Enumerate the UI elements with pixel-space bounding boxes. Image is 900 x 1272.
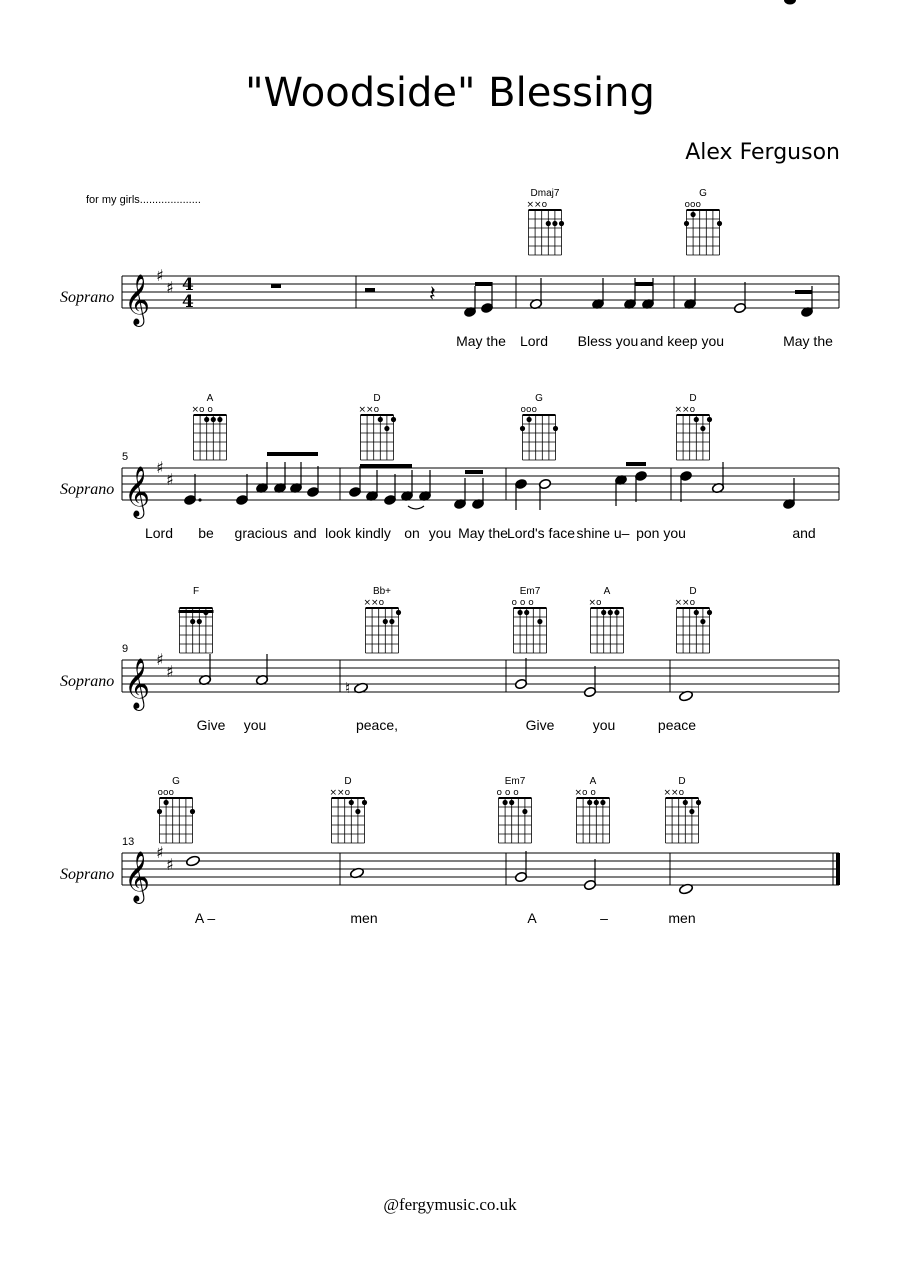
finger-dot xyxy=(389,619,394,624)
chord-diagram xyxy=(359,393,397,460)
chord-diagram xyxy=(684,188,722,255)
chord-name: Em7 xyxy=(504,776,526,787)
beam-pair xyxy=(475,282,492,286)
chord-name: D xyxy=(678,776,686,787)
chord-string-markers: ooo xyxy=(684,200,702,210)
chord-diagram xyxy=(675,586,713,653)
finger-dot xyxy=(378,417,383,422)
chord-string-markers: ×o o xyxy=(191,405,213,415)
chord-diagram xyxy=(575,776,610,843)
finger-dot xyxy=(217,417,222,422)
note xyxy=(345,679,368,697)
chord-name: D xyxy=(344,776,352,787)
lyric-syllable: May the xyxy=(458,525,508,541)
finger-dot xyxy=(717,221,722,226)
note xyxy=(514,658,527,690)
sharp-c: ♯ xyxy=(166,855,174,874)
beam-pair xyxy=(465,470,483,474)
finger-dot xyxy=(396,610,401,615)
notehead xyxy=(785,0,796,4)
composer-name: Alex Ferguson xyxy=(685,140,840,165)
finger-dot xyxy=(594,800,599,805)
chord-string-markers: ×o xyxy=(588,598,602,608)
lyric-syllable: pon you xyxy=(636,525,686,541)
chord-name: D xyxy=(373,393,381,404)
note xyxy=(400,470,413,502)
sharp-c: ♯ xyxy=(166,470,174,489)
note xyxy=(480,282,493,314)
finger-dot xyxy=(537,619,542,624)
sharp-f: ♯ xyxy=(156,266,164,285)
staff-system xyxy=(60,643,839,711)
lyric-syllable: kindly xyxy=(355,525,391,541)
note xyxy=(183,474,201,506)
footer-website: @fergymusic.co.uk xyxy=(383,1195,517,1214)
finger-dot xyxy=(691,212,696,217)
note xyxy=(289,462,302,494)
chord-string-markers: ××o xyxy=(526,200,548,210)
chord-string-markers: ××o xyxy=(329,788,351,798)
finger-dot xyxy=(552,221,557,226)
note xyxy=(634,470,647,502)
chord-diagram xyxy=(664,776,702,843)
finger-dot xyxy=(694,417,699,422)
lyric-syllable: Bless you xyxy=(577,333,639,349)
lyric-syllable: look xyxy=(325,525,351,541)
sharp-f: ♯ xyxy=(156,650,164,669)
finger-dot xyxy=(696,800,701,805)
sharp-f: ♯ xyxy=(156,843,164,862)
note xyxy=(365,470,378,502)
lyric-syllable: peace xyxy=(657,717,697,733)
lyric-syllable: men xyxy=(350,910,378,926)
chord-name: F xyxy=(192,586,200,597)
note xyxy=(785,0,796,4)
notehead xyxy=(186,855,201,867)
chord-name: Dmaj7 xyxy=(530,188,560,199)
finger-dot xyxy=(553,426,558,431)
beam-pair xyxy=(795,290,812,294)
note xyxy=(198,654,211,686)
lyric-syllable: peace, xyxy=(355,717,399,733)
beam-group xyxy=(267,452,318,456)
note xyxy=(583,859,596,891)
instrument-label: Soprano xyxy=(60,481,115,498)
treble-clef: 𝄞 xyxy=(124,274,151,325)
note xyxy=(463,286,476,318)
finger-dot xyxy=(203,610,208,615)
chord-string-markers: ooo xyxy=(157,788,175,798)
chord-diagram xyxy=(497,776,532,843)
finger-dot xyxy=(587,800,592,805)
staff-system xyxy=(60,266,839,327)
treble-clef: 𝄞 xyxy=(124,658,151,709)
lyric-syllable: Lord xyxy=(519,333,549,349)
lyric-syllable: be xyxy=(198,525,214,541)
beam-pair xyxy=(626,462,646,466)
note xyxy=(255,462,268,494)
note xyxy=(679,470,692,502)
lyric-syllable: May the xyxy=(783,333,833,349)
lyric-syllable: you xyxy=(243,717,267,733)
lyric-syllable: Give xyxy=(525,717,555,733)
note xyxy=(186,855,201,867)
note xyxy=(782,478,795,510)
lyric-syllable: on xyxy=(404,525,420,541)
finger-dot xyxy=(509,800,514,805)
finger-dot xyxy=(689,809,694,814)
finger-dot xyxy=(608,610,613,615)
lyric-syllable: and keep you xyxy=(639,333,725,349)
finger-dot xyxy=(700,619,705,624)
finger-dot xyxy=(384,426,389,431)
finger-dot xyxy=(700,426,705,431)
final-barline-thick xyxy=(836,853,840,885)
finger-dot xyxy=(362,800,367,805)
note xyxy=(733,282,746,314)
chord-diagram xyxy=(179,586,214,653)
finger-dot xyxy=(518,610,523,615)
note xyxy=(614,474,627,506)
note xyxy=(235,474,248,506)
lyric-syllable: shine u– xyxy=(576,525,630,541)
sharp-c: ♯ xyxy=(166,278,174,297)
note xyxy=(623,278,636,310)
half-rest xyxy=(365,288,375,292)
lyric-syllable: May the xyxy=(456,333,506,349)
chord-string-markers: ××o xyxy=(358,405,380,415)
chord-name: A xyxy=(589,776,597,787)
lyric-syllable: and xyxy=(293,525,317,541)
chord-name: G xyxy=(172,776,180,787)
finger-dot xyxy=(546,221,551,226)
note xyxy=(591,278,604,310)
chord-name: D xyxy=(689,586,697,597)
instrument-label: Soprano xyxy=(60,289,115,306)
measure-number: 9 xyxy=(122,643,129,655)
beam-pair xyxy=(635,282,653,286)
note xyxy=(383,474,396,506)
piece-title: "Woodside" Blessing xyxy=(245,70,655,116)
instrument-label: Soprano xyxy=(60,866,115,883)
staff-system xyxy=(60,836,840,904)
finger-dot xyxy=(522,809,527,814)
finger-dot xyxy=(157,809,162,814)
chord-name: Bb+ xyxy=(372,586,392,597)
finger-dot xyxy=(694,610,699,615)
chord-diagram xyxy=(520,393,558,460)
chord-diagram xyxy=(192,393,227,460)
finger-dot xyxy=(164,800,169,805)
finger-dot xyxy=(190,809,195,814)
lyric-syllable: Give xyxy=(196,717,226,733)
lyric-syllable: you xyxy=(592,717,616,733)
finger-dot xyxy=(559,221,564,226)
note xyxy=(306,466,319,498)
note xyxy=(514,478,527,510)
finger-dot xyxy=(684,221,689,226)
finger-dot xyxy=(614,610,619,615)
chord-name: Em7 xyxy=(519,586,541,597)
finger-dot xyxy=(383,619,388,624)
chord-string-markers: ooo xyxy=(520,405,538,415)
note xyxy=(273,462,286,494)
chord-string-markers: o o o xyxy=(511,598,534,608)
measure-number: 5 xyxy=(122,451,129,463)
natural-sign: ♮ xyxy=(345,679,351,697)
beam-group xyxy=(360,464,412,468)
finger-dot xyxy=(707,610,712,615)
finger-dot xyxy=(524,610,529,615)
finger-dot xyxy=(355,809,360,814)
finger-dot xyxy=(601,610,606,615)
chord-string-markers: ××o xyxy=(674,598,696,608)
chord-name: A xyxy=(603,586,611,597)
chord-diagram xyxy=(589,586,624,653)
finger-dot xyxy=(527,417,532,422)
chord-string-markers: ×o o xyxy=(574,788,596,798)
measure-number: 13 xyxy=(122,836,135,848)
lyric-syllable: Lord xyxy=(144,525,174,541)
chord-name: A xyxy=(206,393,214,404)
note xyxy=(711,462,724,494)
quarter-rest: 𝄽 xyxy=(429,282,436,307)
time-signature-top: 4 xyxy=(182,275,194,295)
lyric-syllable: gracious xyxy=(234,525,288,541)
chord-string-markers: ××o xyxy=(663,788,685,798)
chord-name: G xyxy=(699,188,707,199)
chord-diagram xyxy=(330,776,368,843)
note xyxy=(255,654,268,686)
chord-diagram xyxy=(157,776,195,843)
note xyxy=(471,478,484,510)
sharp-c: ♯ xyxy=(166,662,174,681)
chord-diagram xyxy=(527,188,565,255)
finger-dot xyxy=(503,800,508,805)
lyric-syllable: A xyxy=(527,910,537,926)
chord-string-markers: o o o xyxy=(496,788,519,798)
chord-diagram xyxy=(512,586,547,653)
note xyxy=(538,478,551,510)
lyric-syllable: you xyxy=(428,525,452,541)
chord-diagram xyxy=(675,393,713,460)
finger-dot xyxy=(349,800,354,805)
sharp-f: ♯ xyxy=(156,458,164,477)
note xyxy=(583,666,596,698)
note xyxy=(529,278,542,310)
chord-name: G xyxy=(535,393,543,404)
note xyxy=(683,278,696,310)
note xyxy=(348,466,361,498)
finger-dot xyxy=(204,417,209,422)
note xyxy=(453,478,466,510)
lyric-syllable: men xyxy=(668,910,696,926)
finger-dot xyxy=(190,619,195,624)
treble-clef: 𝄞 xyxy=(124,466,151,517)
lyric-syllable: and xyxy=(792,525,816,541)
finger-dot xyxy=(520,426,525,431)
finger-dot xyxy=(600,800,605,805)
finger-dot xyxy=(391,417,396,422)
finger-dot xyxy=(683,800,688,805)
finger-dot xyxy=(197,619,202,624)
augmentation-dot xyxy=(198,498,201,501)
chord-name: D xyxy=(689,393,697,404)
time-signature-bottom: 4 xyxy=(182,292,194,312)
lyric-syllable: A – xyxy=(194,910,216,926)
treble-clef: 𝄞 xyxy=(124,851,151,902)
tie xyxy=(408,506,424,509)
lyric-syllable: Lord's face xyxy=(506,525,576,541)
finger-dot xyxy=(707,417,712,422)
instrument-label: Soprano xyxy=(60,673,115,690)
note xyxy=(514,851,527,883)
whole-rest xyxy=(271,284,281,288)
chord-diagram xyxy=(364,586,402,653)
lyric-syllable: – xyxy=(600,910,608,926)
dedication-text: for my girls.................... xyxy=(86,194,201,206)
finger-dot xyxy=(211,417,216,422)
note xyxy=(418,470,431,502)
chord-string-markers: ××o xyxy=(363,598,385,608)
chord-string-markers: ××o xyxy=(674,405,696,415)
